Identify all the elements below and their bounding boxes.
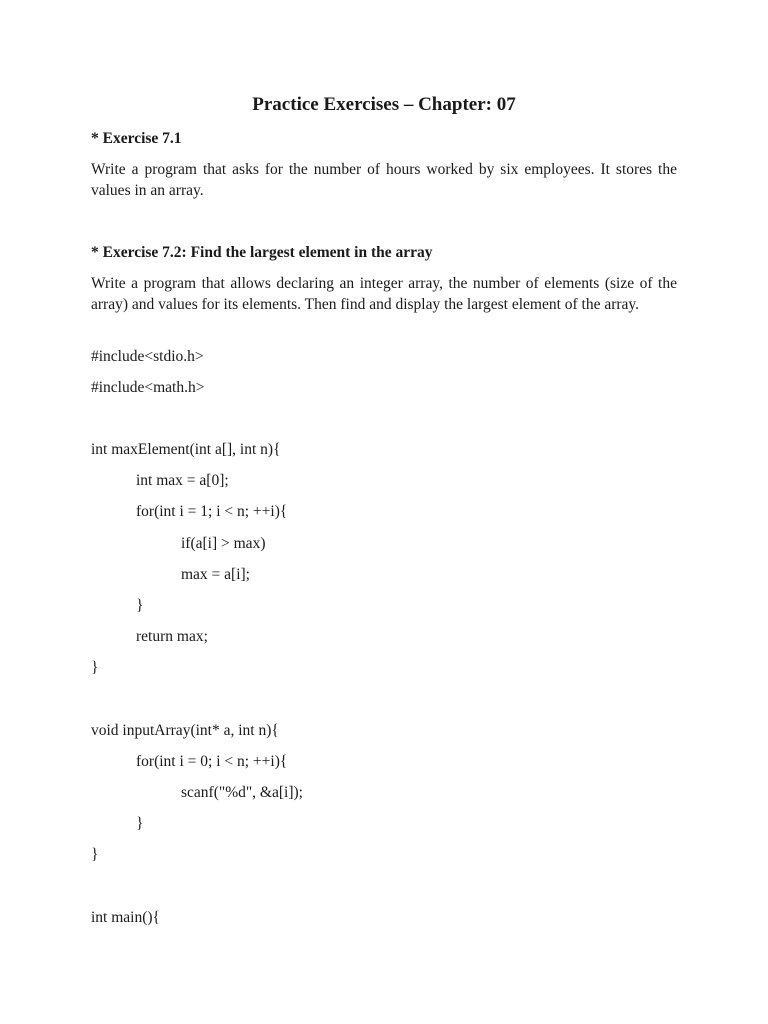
page-title: Practice Exercises – Chapter: 07 [252,94,516,115]
code-line: int max = a[0]; [136,472,229,489]
code-line: return max; [136,628,208,645]
exercise-7-2-description: Write a program that allows declaring an integer array, the number of elements (size of the array) and values for its elements. Then find and display the largest element of the array. [91,275,677,313]
exercise-7-2-heading: * Exercise 7.2: Find the largest element in the array [91,244,433,261]
code-line: if(a[i] > max) [181,535,266,552]
code-line: for(int i = 1; i < n; ++i){ [136,503,288,520]
code-line: for(int i = 0; i < n; ++i){ [136,753,288,770]
code-line: max = a[i]; [181,566,250,583]
code-line: } [136,597,144,614]
code-line: int main(){ [91,909,160,926]
code-line: } [136,815,144,832]
exercise-7-1-heading: * Exercise 7.1 [91,130,182,147]
code-line: } [91,659,99,676]
code-line: int maxElement(int a[], int n){ [91,441,281,458]
exercise-7-1-description: Write a program that asks for the number of hours worked by six employees. It stores the values in an array. [91,161,677,199]
code-line: void inputArray(int* a, int n){ [91,722,279,739]
code-line: scanf("%d", &a[i]); [181,784,303,801]
code-line: } [91,846,99,863]
code-line: #include<stdio.h> [91,348,204,365]
code-line: #include<math.h> [91,379,205,396]
